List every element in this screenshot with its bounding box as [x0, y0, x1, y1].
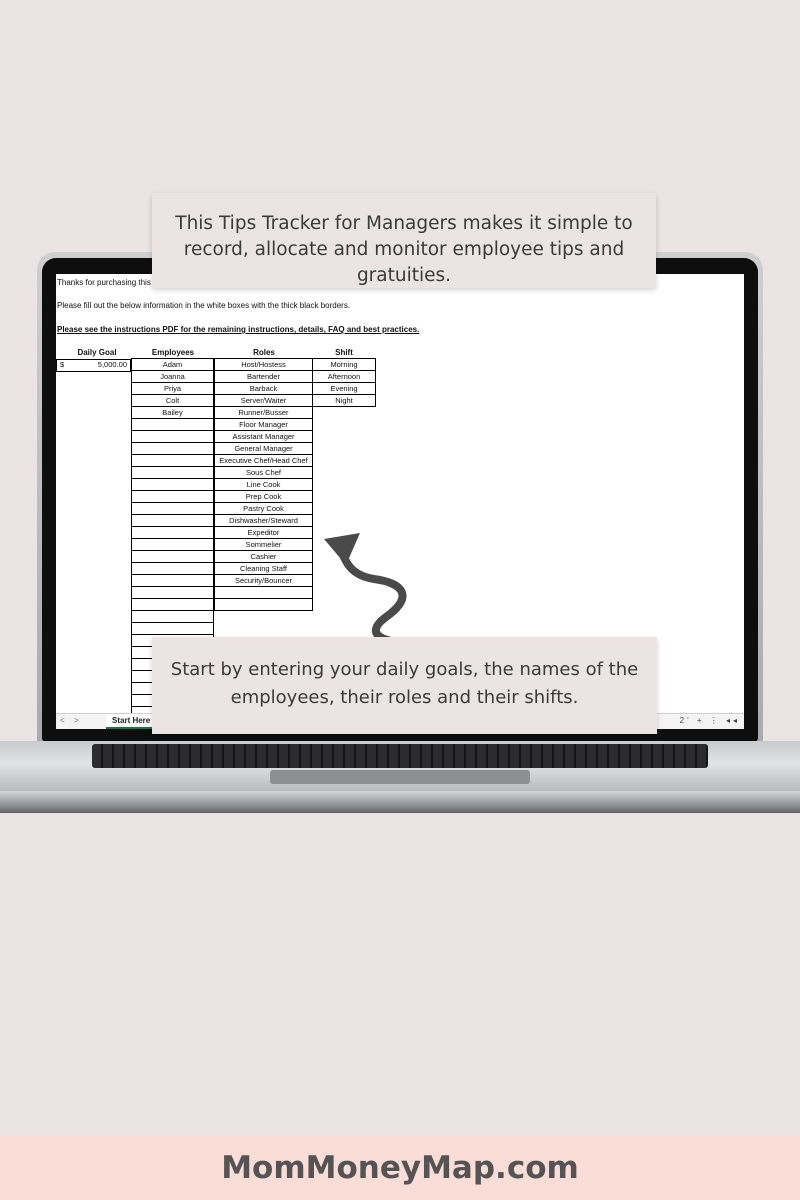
role-cell[interactable]: Runner/Busser	[214, 406, 313, 419]
role-cell[interactable]: Cleaning Staff	[214, 562, 313, 575]
footer-banner	[0, 1136, 800, 1200]
role-cell[interactable]: General Manager	[214, 442, 313, 455]
shift-cell[interactable]: Morning	[312, 358, 376, 371]
role-cell[interactable]: Floor Manager	[214, 418, 313, 431]
see-instructions-text: Please see the instructions PDF for the remaining instructions, details, FAQ and best practices.	[57, 325, 420, 334]
laptop-base-edge	[0, 791, 800, 813]
shift-cell[interactable]: Night	[312, 394, 376, 407]
shift-cell[interactable]: Afternoon	[312, 370, 376, 383]
header-daily-goal: Daily Goal	[77, 348, 117, 357]
header-roles: Roles	[253, 348, 275, 357]
role-cell[interactable]: Bartender	[214, 370, 313, 383]
thanks-text: Thanks for purchasing this	[57, 278, 151, 287]
role-cell[interactable]: Cashier	[214, 550, 313, 563]
callout-top: This Tips Tracker for Managers makes it simple to record, allocate and monitor employee tips and gratuities.	[152, 193, 656, 288]
fill-instructions-text: Please fill out the below information in the white boxes with the thick black borders.	[57, 301, 351, 310]
daily-goal-column	[56, 359, 131, 729]
tab-next-button[interactable]: >	[74, 716, 79, 725]
role-cell[interactable]: Server/Waiter	[214, 394, 313, 407]
role-cell[interactable]: Pastry Cook	[214, 502, 313, 515]
shift-column	[312, 359, 376, 407]
role-cell[interactable]: Security/Bouncer	[214, 574, 313, 587]
brand-name: MomMoneyMap.com	[221, 1150, 579, 1186]
role-cell[interactable]: Line Cook	[214, 478, 313, 491]
tab-bar-controls[interactable]: 2' + ⋮ ◂◂	[679, 716, 740, 725]
header-employees: Employees	[151, 348, 195, 357]
tab-prev-button[interactable]: <	[60, 716, 65, 725]
employee-cell[interactable]: Adam	[131, 358, 214, 371]
laptop-trackpad	[270, 770, 530, 784]
daily-goal-cell[interactable]	[56, 359, 131, 372]
employee-cell[interactable]: Joanna	[131, 370, 214, 383]
role-cell[interactable]	[214, 598, 313, 611]
curly-arrow-icon	[316, 525, 440, 650]
role-cell[interactable]: Host/Hostess	[214, 358, 313, 371]
employee-cell[interactable]: Colt	[131, 394, 214, 407]
employee-cell[interactable]: Priya	[131, 382, 214, 395]
role-cell[interactable]: Prep Cook	[214, 490, 313, 503]
role-cell[interactable]: Expeditor	[214, 526, 313, 539]
role-cell[interactable]: Sommelier	[214, 538, 313, 551]
role-cell[interactable]: Barback	[214, 382, 313, 395]
role-cell[interactable]: Dishwasher/Steward	[214, 514, 313, 527]
roles-column	[214, 359, 313, 611]
laptop-keyboard	[92, 744, 708, 768]
currency-symbol: $	[60, 360, 65, 369]
callout-bottom: Start by entering your daily goals, the names of the employees, their roles and their shifts.	[152, 637, 657, 734]
employee-cell[interactable]: Bailey	[131, 406, 214, 419]
daily-goal-value: 5,000.00	[97, 360, 127, 369]
shift-cell[interactable]: Evening	[312, 382, 376, 395]
role-cell[interactable]: Assistant Manager	[214, 430, 313, 443]
role-cell[interactable]: Executive Chef/Head Chef	[214, 454, 313, 467]
role-cell[interactable]: Sous Chef	[214, 466, 313, 479]
header-shift: Shift	[335, 348, 353, 357]
tab-start-here[interactable]: Start Here	[106, 714, 156, 729]
